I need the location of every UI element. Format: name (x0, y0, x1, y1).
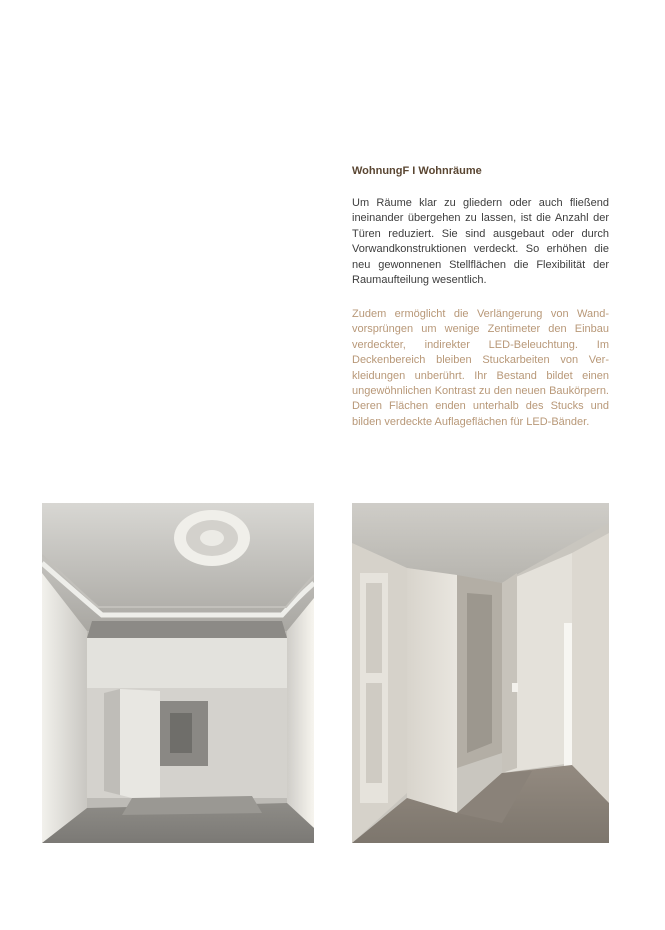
body-paragraph-2: Zudem ermöglicht die Verlängerung von Wandvorsprüngen um wenige Zentimeter den Einbau verdeckter, indirekter LED-Beleuchtung. Im Deckenbereich bleiben Stuckarbeiten von Verkleidungen unberührt. Ihr Bestand bildet einen ungewöhnlichen Kontrast zu den neuen Baukörpern. Deren Flächen enden unterhalb des Stucks und bilden verdeckte Auflageflächen für LED-Bänder. (352, 308, 609, 428)
body-paragraph-1: Um Räume klar zu gliedern oder auch fließend ineinander übergehen zu lassen, ist die Anzahl der Türen reduziert. Sie sind ausgebaut oder durch Vorwandkonstruktionen verdeckt. So erhöhen die neu gewonnenen Stellflächen die Flexibilität der Raumaufteilung wesentlich. (352, 197, 609, 287)
room-photo-stucco-ceiling (42, 503, 314, 843)
room-photo-corridor (352, 503, 609, 843)
section-heading: WohnungF I Wohnräume (352, 165, 482, 177)
